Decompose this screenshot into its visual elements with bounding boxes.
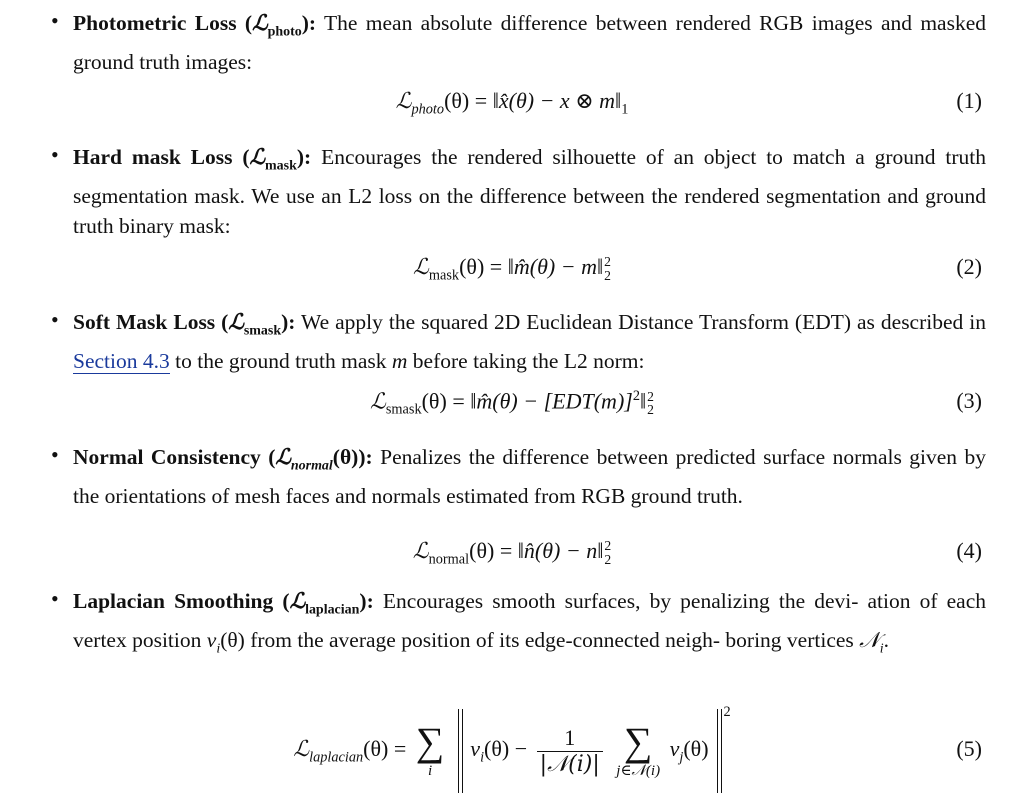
equation-body: ℒ$_{photo}$(θ) = ‖x̂(θ) − x ⊗ $m‖_1$ xyxy=(395,88,629,118)
item-title: Soft Mask Loss xyxy=(73,310,216,334)
equation-number: (4) xyxy=(956,538,982,563)
item-paragraph: Laplacian Smoothing (ℒ$_{laplacian}$): Encourages smooth surfaces, by penalizing the devi- ation of each vertex position $v_i(\theta)$ from the average position of its edge-connected neigh- boring vertices 𝒩$_i$. xyxy=(73,589,986,657)
equation-3 xyxy=(0,388,1024,428)
bullet-marker: • xyxy=(51,307,59,332)
bullet-item-soft-mask xyxy=(51,307,986,376)
bullet-marker: • xyxy=(51,8,59,33)
bullet-item-hard-mask xyxy=(51,142,986,241)
equation-number: (1) xyxy=(956,88,982,113)
bullet-marker: • xyxy=(51,142,59,167)
bullet-marker: • xyxy=(51,442,59,467)
equation-number: (5) xyxy=(956,736,982,761)
equation-body: ℒ$_{smask}$(θ) = ‖m̂(θ) − $[EDT(m)]^2‖$ 2 2 xyxy=(370,388,654,418)
equation-5 xyxy=(0,700,1024,800)
equation-number: (2) xyxy=(956,254,982,279)
bullet-item-laplacian xyxy=(51,586,986,665)
item-paragraph: Photometric Loss (ℒ$_{photo}$): The mean absolute difference between rendered RGB images and masked ground truth images: xyxy=(73,11,986,75)
item-paragraph: Hard mask Loss (ℒ$_{mask}$): Encourages the rendered silhouette of an object to match a ground truth segmentation mask. We use an L2 loss on the difference between the rendered segmentation and ground truth binary mask: xyxy=(73,145,987,239)
item-paragraph: Normal Consistency (ℒ$_{normal}$(θ)): Penalizes the difference between predicted surface normals given by the orientations of mesh faces and normals estimated from RGB ground truth. xyxy=(73,445,986,509)
item-title: Laplacian Smoothing xyxy=(73,589,274,613)
inner-sum-operator: ∑ j∈𝒩(i) xyxy=(616,719,661,780)
equation-4 xyxy=(0,538,1024,578)
equation-2 xyxy=(0,254,1024,294)
item-title: Hard mask Loss xyxy=(73,145,233,169)
section-link[interactable]: Section 4.3 xyxy=(73,349,170,374)
item-title: Normal Consistency xyxy=(73,445,261,469)
equation-body: ℒ$_{mask}$(θ) = ‖m̂(θ) − m‖ 2 2 xyxy=(413,254,611,284)
equation-number: (3) xyxy=(956,388,982,413)
bullet-item-photometric xyxy=(51,8,986,77)
fraction: $\frac{1}{\text{|𝒩(i)|}}$ xyxy=(537,725,603,777)
equation-body: ℒ$_{laplacian}$(θ) = ∑ i $v_i(\theta)$ − $\frac{1}{\text{|𝒩(i)|}}$ ∑ j∈𝒩(i) $v_j(\theta)^2$ xyxy=(0,704,1024,793)
equation-1 xyxy=(0,88,1024,128)
item-title: Photometric Loss xyxy=(73,11,237,35)
item-paragraph: Soft Mask Loss (ℒ$_{smask}$): We apply the squared 2D Euclidean Distance Transform (EDT) as described in Section 4.3 to the ground truth mask m before taking the L2 norm: xyxy=(73,310,986,374)
bullet-marker: • xyxy=(51,586,59,611)
sum-operator: ∑ i xyxy=(415,719,445,780)
equation-body: ℒ$_{normal}$(θ) = ‖n̂(θ) − n‖ 2 2 xyxy=(412,538,612,568)
bullet-item-normal-consistency xyxy=(51,442,986,511)
